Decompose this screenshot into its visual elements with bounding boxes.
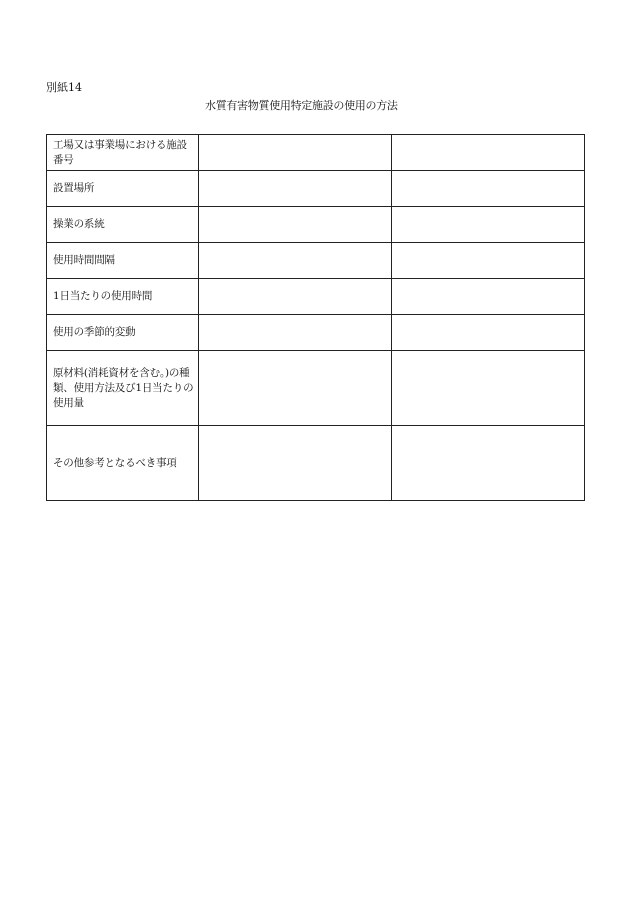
row-label-other-notes: その他参考となるべき事項 [53, 456, 177, 469]
facility-usage-table [46, 134, 585, 501]
value-cell-daily-usage-hours-1[interactable] [199, 279, 392, 315]
form-id: 別紙14 [46, 81, 82, 94]
label-cell [47, 315, 199, 351]
label-cell [47, 279, 199, 315]
label-cell [47, 243, 199, 279]
value-cell-seasonal-variation-2[interactable] [392, 315, 585, 351]
value-cell-seasonal-variation-1[interactable] [199, 315, 392, 351]
row-label-facility-number: 工場又は事業場における施設番号 [53, 138, 187, 166]
label-cell [47, 351, 199, 426]
value-cell-other-notes-2[interactable] [392, 426, 585, 501]
table-row-daily-usage-hours [47, 279, 585, 315]
document-title: 水質有害物質使用特定施設の使用の方法 [205, 99, 398, 112]
value-cell-raw-materials-2[interactable] [392, 351, 585, 426]
value-cell-operation-system-1[interactable] [199, 207, 392, 243]
row-label-daily-usage-hours: 1日当たりの使用時間 [53, 290, 153, 302]
label-cell [47, 135, 199, 171]
row-label-usage-interval: 使用時間間隔 [53, 254, 115, 266]
row-label-raw-materials: 原材料(消耗資材を含む。)の種類、使用方法及び1日当たりの使用量 [53, 366, 194, 409]
label-cell [47, 426, 199, 501]
value-cell-raw-materials-1[interactable] [199, 351, 392, 426]
label-cell [47, 207, 199, 243]
value-cell-usage-interval-1[interactable] [199, 243, 392, 279]
table-row-raw-materials [47, 351, 585, 426]
value-cell-daily-usage-hours-2[interactable] [392, 279, 585, 315]
table-row-other-notes [47, 426, 585, 501]
table-row-facility-number [47, 135, 585, 171]
table-row-location [47, 171, 585, 207]
value-cell-usage-interval-2[interactable] [392, 243, 585, 279]
value-cell-location-2[interactable] [392, 171, 585, 207]
row-label-seasonal-variation: 使用の季節的変動 [53, 326, 136, 338]
table-row-usage-interval [47, 243, 585, 279]
value-cell-location-1[interactable] [199, 171, 392, 207]
value-cell-operation-system-2[interactable] [392, 207, 585, 243]
label-cell [47, 171, 199, 207]
value-cell-facility-number-1[interactable] [199, 135, 392, 171]
row-label-location: 設置場所 [53, 182, 95, 194]
value-cell-facility-number-2[interactable] [392, 135, 585, 171]
row-label-operation-system: 操業の系統 [53, 218, 105, 230]
value-cell-other-notes-1[interactable] [199, 426, 392, 501]
table-row-seasonal-variation [47, 315, 585, 351]
table-row-operation-system [47, 207, 585, 243]
